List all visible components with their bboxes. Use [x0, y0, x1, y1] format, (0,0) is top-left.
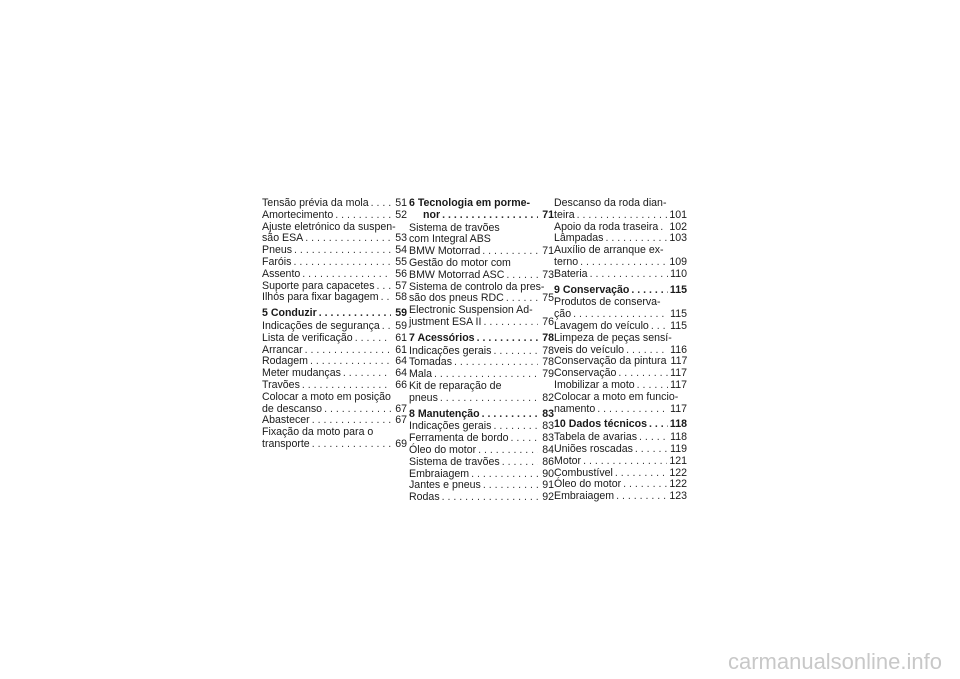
- toc-page-number: 90: [542, 467, 554, 480]
- toc-dot-leader: [442, 210, 538, 222]
- toc-dot-leader: [590, 269, 669, 281]
- toc-entry-text: BMW Motorrad ASC: [409, 268, 505, 281]
- toc-page-number: 52: [395, 208, 407, 221]
- toc-entry-text: Embraiagem: [409, 467, 470, 480]
- toc-dot-leader: [483, 317, 538, 329]
- toc-dot-leader: [324, 404, 391, 416]
- toc-page-number: 64: [395, 355, 407, 368]
- toc-page-number: 115: [670, 308, 687, 321]
- toc-dot-leader: [440, 393, 538, 405]
- toc-dot-leader: [639, 432, 668, 444]
- toc-entry-text: de descanso: [262, 402, 323, 415]
- toc-page-number: 83: [542, 432, 554, 445]
- toc-entry-text: veis do veículo: [554, 343, 625, 356]
- toc-page-number: 118: [670, 431, 687, 444]
- toc-page-number: 116: [670, 343, 687, 356]
- toc-page-number: 109: [669, 255, 687, 268]
- toc-dot-leader: [478, 445, 538, 457]
- toc-dot-leader: [493, 346, 538, 358]
- toc-entry[interactable]: [409, 223, 554, 258]
- toc-chapter-heading[interactable]: [409, 333, 554, 345]
- toc-entry-text: são ESA: [262, 232, 304, 245]
- toc-entry-text: Óleo do motor: [554, 478, 622, 491]
- toc-entry[interactable]: [409, 457, 554, 469]
- toc-entry-text: Rodagem: [262, 355, 308, 368]
- toc-entry[interactable]: [554, 297, 687, 321]
- toc-entry[interactable]: [409, 305, 554, 329]
- toc-entry[interactable]: [262, 321, 407, 333]
- toc-entry-text: Sistema de travões: [409, 455, 500, 468]
- toc-entry-text: Descanso da roda dian-: [554, 197, 667, 209]
- toc-entry-text: 8 Manutenção: [409, 407, 480, 420]
- toc-entry-text: Imobilizar a moto: [554, 378, 635, 391]
- toc-chapter-heading[interactable]: [554, 285, 687, 297]
- toc-page-number: 122: [669, 478, 687, 491]
- toc-page-number: 75: [542, 292, 554, 305]
- toc-entry[interactable]: [409, 258, 554, 282]
- toc-entry[interactable]: [262, 269, 407, 281]
- toc-dot-leader: [651, 321, 668, 333]
- toc-dot-leader: [302, 269, 391, 281]
- toc-entry-text: Faróis: [262, 255, 292, 268]
- toc-dot-leader: [335, 210, 391, 222]
- toc-entry-text: 10 Dados técnicos: [554, 418, 648, 431]
- toc-entry-text: Colocar a moto em funcio-: [554, 390, 679, 403]
- toc-page-number: 64: [395, 367, 407, 380]
- toc-column-3: [554, 198, 687, 503]
- toc-page-number: 115: [669, 283, 687, 296]
- toc-entry[interactable]: [554, 444, 687, 456]
- toc-page-number: 119: [670, 442, 687, 455]
- toc-entry-text: Uniões roscadas: [554, 442, 633, 455]
- toc-entry-text: Auxílio de arranque ex-: [554, 244, 664, 257]
- toc-entry-text: Tomadas: [409, 356, 452, 369]
- toc-page-number: 92: [542, 491, 554, 504]
- toc-entry-text: Jantes e pneus: [409, 479, 481, 492]
- toc-entry-text: Lavagem do veículo: [554, 319, 649, 332]
- toc-dot-leader: [382, 321, 391, 333]
- toc-entry-text: Colocar a moto em posição: [262, 390, 391, 403]
- toc-entry-text: Ilhós para fixar bagagem: [262, 291, 379, 304]
- toc-entry[interactable]: [409, 381, 554, 405]
- toc-entry-text: Conservação: [554, 367, 617, 380]
- toc-entry-text: nor: [423, 208, 441, 221]
- toc-entry-text: BMW Motorrad: [409, 245, 481, 258]
- toc-entry-text: são dos pneus RDC: [409, 292, 504, 305]
- toc-entry-text: Arrancar: [262, 343, 303, 356]
- toc-dot-leader: [502, 457, 538, 469]
- toc-entry-text: ção: [554, 308, 572, 321]
- toc-entry[interactable]: [262, 210, 407, 222]
- toc-entry[interactable]: [262, 222, 407, 246]
- toc-entry-text: Sistema de travões: [409, 221, 500, 234]
- toc-page-number: 91: [542, 479, 554, 492]
- toc-page-number: 76: [542, 315, 554, 328]
- toc-dot-leader: [381, 292, 391, 304]
- toc-dot-leader: [635, 444, 668, 456]
- toc-entry-text: teira: [554, 208, 575, 221]
- toc-dot-leader: [580, 257, 667, 269]
- toc-page-number: 117: [670, 402, 687, 415]
- toc-dot-leader: [615, 468, 667, 480]
- toc-entry-text: Motor: [554, 454, 582, 467]
- toc-page-number: 82: [542, 391, 554, 404]
- toc-chapter-heading[interactable]: [554, 419, 687, 431]
- toc-page-number: 61: [395, 343, 407, 356]
- toc-page-number: 79: [542, 368, 554, 381]
- toc-page-number: 73: [542, 268, 554, 281]
- toc-page-number: 122: [669, 466, 687, 479]
- toc-entry-text: Electronic Suspension Ad-: [409, 304, 533, 317]
- toc-entry-text: Meter mudanças: [262, 367, 341, 380]
- toc-page-number: 56: [395, 267, 407, 280]
- toc-entry-text: namento: [554, 402, 596, 415]
- toc-dot-leader: [454, 357, 538, 369]
- toc-page-number: 78: [542, 331, 554, 344]
- toc-entry-text: Rodas: [409, 491, 440, 504]
- toc-page-number: 78: [542, 356, 554, 369]
- toc-entry[interactable]: [262, 427, 407, 451]
- toc-entry-text: Indicações gerais: [409, 420, 492, 433]
- toc-page-number: 61: [395, 331, 407, 344]
- toc-page-number: 67: [395, 414, 407, 427]
- toc-dot-leader: [577, 210, 668, 222]
- watermark-footer: carmanualsonline.info: [727, 649, 942, 674]
- toc-page-number: 58: [395, 291, 407, 304]
- toc-entry-text: Limpeza de peças sensí-: [554, 331, 672, 344]
- toc-entry-text: Combustível: [554, 466, 613, 479]
- toc-entry-text: Amortecimento: [262, 208, 334, 221]
- toc-entry-text: Travões: [262, 378, 300, 391]
- toc-dot-leader: [355, 333, 391, 345]
- toc-entry-text: Gestão do motor com: [409, 256, 511, 269]
- toc-entry[interactable]: [554, 198, 687, 222]
- toc-entry-text: Ferramenta de bordo: [409, 432, 509, 445]
- toc-page-number: 117: [670, 355, 688, 368]
- toc-page-number: 117: [670, 378, 687, 391]
- toc-entry-text: Mala: [409, 368, 432, 381]
- toc-entry-text: Assento: [262, 267, 301, 280]
- toc-entry[interactable]: [554, 491, 687, 503]
- toc-dot-leader: [319, 308, 391, 320]
- toc-entry[interactable]: [262, 292, 407, 304]
- toc-entry[interactable]: [409, 445, 554, 457]
- toc-entry-text: Ajuste eletrónico da suspen-: [262, 220, 396, 233]
- toc-dot-leader: [477, 333, 538, 345]
- toc-dot-leader: [293, 257, 391, 269]
- toc-chapter-heading[interactable]: [409, 198, 554, 222]
- toc-entry[interactable]: [554, 269, 687, 281]
- toc-page-number: 71: [542, 245, 554, 258]
- toc-page-number: 101: [669, 208, 687, 221]
- toc-page-number: 78: [542, 344, 554, 357]
- toc-entry[interactable]: [409, 282, 554, 306]
- toc-page-number: 67: [395, 402, 407, 415]
- toc-chapter-heading[interactable]: [262, 308, 407, 320]
- toc-entry-text: Embraiagem: [554, 490, 615, 503]
- toc-entry-text: 5 Conduzir: [262, 307, 317, 320]
- toc-dot-leader: [623, 479, 667, 491]
- toc-dot-leader: [631, 285, 668, 297]
- toc-entry-text: Sistema de controlo da pres-: [409, 280, 545, 293]
- toc-entry-text: Suporte para capacetes: [262, 279, 375, 292]
- toc-page-number: 54: [395, 244, 407, 257]
- toc-entry-text: com Integral ABS: [409, 233, 491, 246]
- toc-entry-text: Kit de reparação de: [409, 379, 502, 392]
- toc-page-number: 71: [542, 208, 554, 221]
- toc-dot-leader: [583, 456, 667, 468]
- toc-entry-text: 9 Conservação: [554, 283, 630, 296]
- toc-entry-text: Indicações de segurança: [262, 319, 380, 332]
- toc-dot-leader: [483, 480, 538, 492]
- toc-entry-text: Pneus: [262, 244, 293, 257]
- toc-entry[interactable]: [262, 392, 407, 416]
- toc-dot-leader: [371, 198, 391, 210]
- toc-page-number: 121: [669, 454, 687, 467]
- toc-entry-text: Fixação da moto para o: [262, 426, 374, 439]
- toc-entry[interactable]: [554, 321, 687, 333]
- toc-page-number: 117: [670, 367, 687, 380]
- toc-dot-leader: [597, 404, 668, 416]
- toc-entry[interactable]: [262, 257, 407, 269]
- toc-entry[interactable]: [554, 333, 687, 357]
- toc-dot-leader: [649, 419, 668, 431]
- toc-dot-leader: [511, 433, 538, 445]
- toc-entry-text: justment ESA II: [409, 315, 482, 328]
- toc-dot-leader: [471, 469, 538, 481]
- toc-page-number: 59: [395, 307, 407, 320]
- toc-page-number: 57: [395, 279, 407, 292]
- toc-dot-leader: [660, 222, 667, 234]
- toc-entry[interactable]: [262, 380, 407, 392]
- toc-entry-text: transporte: [262, 437, 310, 450]
- toc-entry[interactable]: [409, 492, 554, 504]
- toc-column-2: [409, 198, 554, 504]
- toc-page-number: 110: [670, 267, 687, 280]
- toc-page-number: 51: [395, 197, 407, 209]
- toc-entry-text: Produtos de conserva-: [554, 296, 661, 309]
- toc-entry-text: Indicações gerais: [409, 344, 492, 357]
- toc-entry-text: Bateria: [554, 267, 588, 280]
- toc-entry-text: 7 Acessórios: [409, 331, 475, 344]
- toc-page-number: 102: [669, 220, 687, 233]
- toc-dot-leader: [637, 380, 668, 392]
- toc-page-number: 66: [395, 378, 407, 391]
- toc-page-number: 83: [542, 407, 554, 420]
- toc-page-number: 123: [669, 490, 687, 503]
- toc-entry[interactable]: [554, 380, 687, 392]
- toc-page-number: 59: [395, 319, 407, 332]
- toc-dot-leader: [482, 409, 538, 421]
- toc-dot-leader: [294, 245, 391, 257]
- toc-entry-text: Tabela de avarias: [554, 431, 638, 444]
- toc-dot-leader: [305, 233, 391, 245]
- toc-page-number: 69: [395, 437, 407, 450]
- toc-page-number: 103: [669, 232, 687, 245]
- toc-page-number: 55: [395, 255, 407, 268]
- toc-entry-text: 6 Tecnologia em porme-: [409, 197, 531, 209]
- toc-entry-text: Tensão prévia da mola: [262, 197, 369, 209]
- toc-page-number: 84: [542, 443, 554, 456]
- toc-page-number: 115: [670, 319, 687, 332]
- toc-column-1: [262, 198, 407, 451]
- toc-entry[interactable]: [262, 333, 407, 345]
- toc-entry-text: Óleo do motor: [409, 443, 477, 456]
- toc-page-number: 118: [669, 418, 687, 431]
- toc-dot-leader: [442, 492, 538, 504]
- toc-page-number: 83: [542, 420, 554, 433]
- toc-dot-leader: [506, 270, 538, 282]
- toc-entry-text: terno: [554, 255, 579, 268]
- toc-entry-text: Conservação da pintura: [554, 355, 667, 368]
- toc-entry-text: pneus: [409, 391, 438, 404]
- toc-dot-leader: [302, 380, 391, 392]
- toc-entry-text: Lista de verificação: [262, 331, 353, 344]
- toc-entry-text: Abastecer: [262, 414, 310, 427]
- toc-dot-leader: [616, 491, 667, 503]
- toc-entry[interactable]: [554, 245, 687, 269]
- toc-dot-leader: [305, 345, 391, 357]
- toc-page-number: 53: [395, 232, 407, 245]
- toc-page-number: 86: [542, 455, 554, 468]
- toc-entry[interactable]: [554, 392, 687, 416]
- toc-dot-leader: [343, 368, 391, 380]
- toc-entry[interactable]: [554, 456, 687, 468]
- toc-entry-text: Apoio da roda traseira: [554, 220, 659, 233]
- toc-chapter-heading[interactable]: [409, 409, 554, 421]
- toc-entry-text: Lâmpadas: [554, 232, 604, 245]
- toc-dot-leader: [312, 439, 391, 451]
